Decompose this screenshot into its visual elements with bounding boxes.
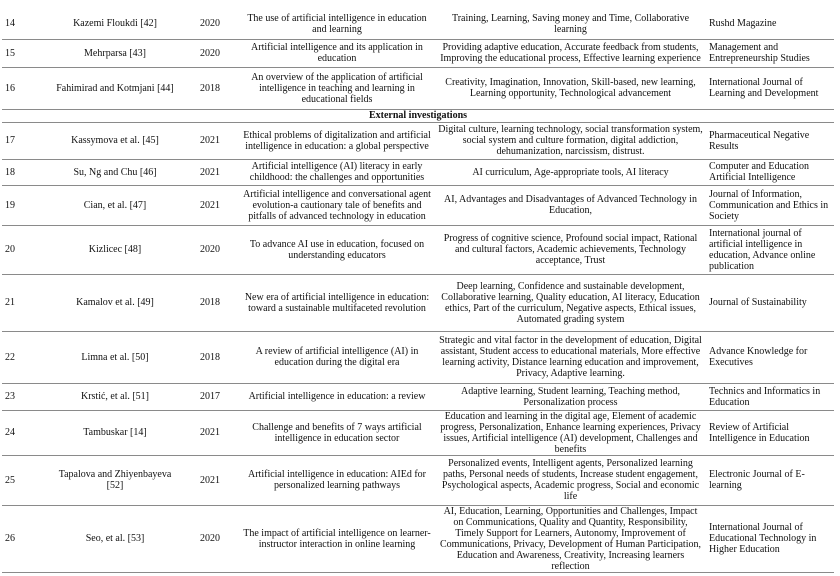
author-cell: Seo, et al. [53]: [49, 505, 181, 572]
author-cell: Limna et al. [50]: [49, 331, 181, 383]
year-cell: 2018: [181, 274, 239, 331]
title-cell: An overview of the application of artificial intelligence in teaching and learning in educational fields: [239, 67, 435, 109]
author-cell: Kazemi Floukdi [42]: [49, 9, 181, 39]
row-number: 14: [2, 9, 49, 39]
keywords-cell: Creativity, Imagination, Innovation, Skill-based, new learning, Learning opportunity, Technological advancement: [435, 67, 706, 109]
table-row: [2, 185, 834, 225]
keywords-cell: Training, Learning, Saving money and Time, Collaborative learning: [435, 9, 706, 39]
keywords-cell: Personalized events, Intelligent agents, Personalized learning paths, Personal needs of students, Increase student engagement, Psychological aspects, Academic progress, Social and economic life: [435, 455, 706, 505]
publisher-cell: Technics and Informatics in Education: [706, 383, 834, 410]
section-heading: External investigations: [2, 109, 834, 122]
author-cell: Su, Ng and Chu [46]: [49, 159, 181, 185]
row-number: 23: [2, 383, 49, 410]
title-cell: To advance AI use in education, focused on understanding educators: [239, 225, 435, 274]
row-number: 25: [2, 455, 49, 505]
title-cell: The impact of artificial intelligence on learner-instructor interaction in online learning: [239, 505, 435, 572]
author-cell: Cian, et al. [47]: [49, 185, 181, 225]
publisher-cell: International journal of artificial intelligence in education, Advance online publication: [706, 225, 834, 274]
publisher-cell: Advance Knowledge for Executives: [706, 331, 834, 383]
publisher-cell: Management and Entrepreneurship Studies: [706, 39, 834, 67]
year-cell: 2020: [181, 225, 239, 274]
table-row: [2, 39, 834, 67]
publisher-cell: Computer and Education Artificial Intelligence: [706, 159, 834, 185]
author-cell: Krstić, et al. [51]: [49, 383, 181, 410]
row-number: 18: [2, 159, 49, 185]
year-cell: 2018: [181, 331, 239, 383]
year-cell: 2021: [181, 185, 239, 225]
publisher-cell: Review of Artificial Intelligence in Education: [706, 410, 834, 455]
row-number: 21: [2, 274, 49, 331]
row-number: 22: [2, 331, 49, 383]
keywords-cell: Deep learning, Confidence and sustainable development, Collaborative learning, Quality education, AI literacy, Education ethics, Part of the curriculum, Negative aspects, Ethical issues, Automated grading system: [435, 274, 706, 331]
table-row: [2, 159, 834, 185]
title-cell: Artificial intelligence in education: AIEd for personalized learning pathways: [239, 455, 435, 505]
table-row: [2, 67, 834, 109]
row-number: 17: [2, 122, 49, 159]
author-cell: Fahimirad and Kotmjani [44]: [49, 67, 181, 109]
keywords-cell: Progress of cognitive science, Profound social impact, Rational and cultural factors, Academic achievements, Technology acceptance, Trust: [435, 225, 706, 274]
publisher-cell: International Journal of Educational Technology in Higher Education: [706, 505, 834, 572]
table-row: [2, 122, 834, 159]
keywords-cell: AI curriculum, Age-appropriate tools, AI literacy: [435, 159, 706, 185]
year-cell: 2021: [181, 122, 239, 159]
year-cell: 2021: [181, 410, 239, 455]
publisher-cell: Journal of Information, Communication and Ethics in Society: [706, 185, 834, 225]
publisher-cell: International Journal of Learning and Development: [706, 67, 834, 109]
author-cell: Kizlicec [48]: [49, 225, 181, 274]
title-cell: Artificial intelligence and conversational agent evolution-a cautionary tale of benefits and pitfalls of advanced technology in education: [239, 185, 435, 225]
section-row: [2, 109, 834, 122]
row-number: 16: [2, 67, 49, 109]
keywords-cell: Education and learning in the digital age, Element of academic progress, Personalization, Enhance learning experiences, Privacy issues, Artificial intelligence (AI) development, Challenges and benefits: [435, 410, 706, 455]
year-cell: 2020: [181, 39, 239, 67]
title-cell: Ethical problems of digitalization and artificial intelligence in education: a global perspective: [239, 122, 435, 159]
year-cell: 2020: [181, 9, 239, 39]
author-cell: Tambuskar [14]: [49, 410, 181, 455]
year-cell: 2021: [181, 159, 239, 185]
keywords-cell: Providing adaptive education, Accurate feedback from students, Improving the educational process, Effective learning experience: [435, 39, 706, 67]
row-number: 26: [2, 505, 49, 572]
title-cell: New era of artificial intelligence in education: toward a sustainable multifaceted revolution: [239, 274, 435, 331]
row-number: 15: [2, 39, 49, 67]
keywords-cell: AI, Advantages and Disadvantages of Advanced Technology in Education,: [435, 185, 706, 225]
keywords-cell: Strategic and vital factor in the development of education, Digital assistant, Student access to educational materials, More effective learning activity, Distance learning education and improvement, Privacy, Adaptive learning.: [435, 331, 706, 383]
author-cell: Mehrparsa [43]: [49, 39, 181, 67]
table-row: [2, 274, 834, 331]
table-row: [2, 9, 834, 39]
year-cell: 2020: [181, 505, 239, 572]
title-cell: Artificial intelligence (AI) literacy in early childhood: the challenges and opportunities: [239, 159, 435, 185]
table-row: [2, 225, 834, 274]
publisher-cell: Journal of Sustainability: [706, 274, 834, 331]
year-cell: 2021: [181, 455, 239, 505]
row-number: 24: [2, 410, 49, 455]
publisher-cell: Pharmaceutical Negative Results: [706, 122, 834, 159]
row-number: 19: [2, 185, 49, 225]
publisher-cell: Electronic Journal of E-learning: [706, 455, 834, 505]
title-cell: Artificial intelligence and its application in education: [239, 39, 435, 67]
title-cell: Challenge and benefits of 7 ways artificial intelligence in education sector: [239, 410, 435, 455]
author-cell: Tapalova and Zhiyenbayeva [52]: [49, 455, 181, 505]
year-cell: 2017: [181, 383, 239, 410]
keywords-cell: Digital culture, learning technology, social transformation system, social system and culture formation, digital addiction, dehumanization, narcissism, distrust.: [435, 122, 706, 159]
keywords-cell: Adaptive learning, Student learning, Teaching method, Personalization process: [435, 383, 706, 410]
title-cell: The use of artificial intelligence in education and learning: [239, 9, 435, 39]
publisher-cell: Rushd Magazine: [706, 9, 834, 39]
literature-table: [2, 9, 834, 573]
table-row: [2, 505, 834, 572]
table-row: [2, 383, 834, 410]
table-row: [2, 455, 834, 505]
year-cell: 2018: [181, 67, 239, 109]
title-cell: Artificial intelligence in education: a review: [239, 383, 435, 410]
table-body: [2, 9, 834, 572]
table-row: [2, 331, 834, 383]
row-number: 20: [2, 225, 49, 274]
keywords-cell: AI, Education, Learning, Opportunities and Challenges, Impact on Communications, Quality and Quantity, Responsibility, Timely Support for Learners, Autonomy, Improvement of Communications, Privacy, Development of Human Participation, Education and Awareness, Creativity, Increasing learners reflection: [435, 505, 706, 572]
author-cell: Kamalov et al. [49]: [49, 274, 181, 331]
table-row: [2, 410, 834, 455]
author-cell: Kassymova et al. [45]: [49, 122, 181, 159]
title-cell: A review of artificial intelligence (AI) in education during the digital era: [239, 331, 435, 383]
